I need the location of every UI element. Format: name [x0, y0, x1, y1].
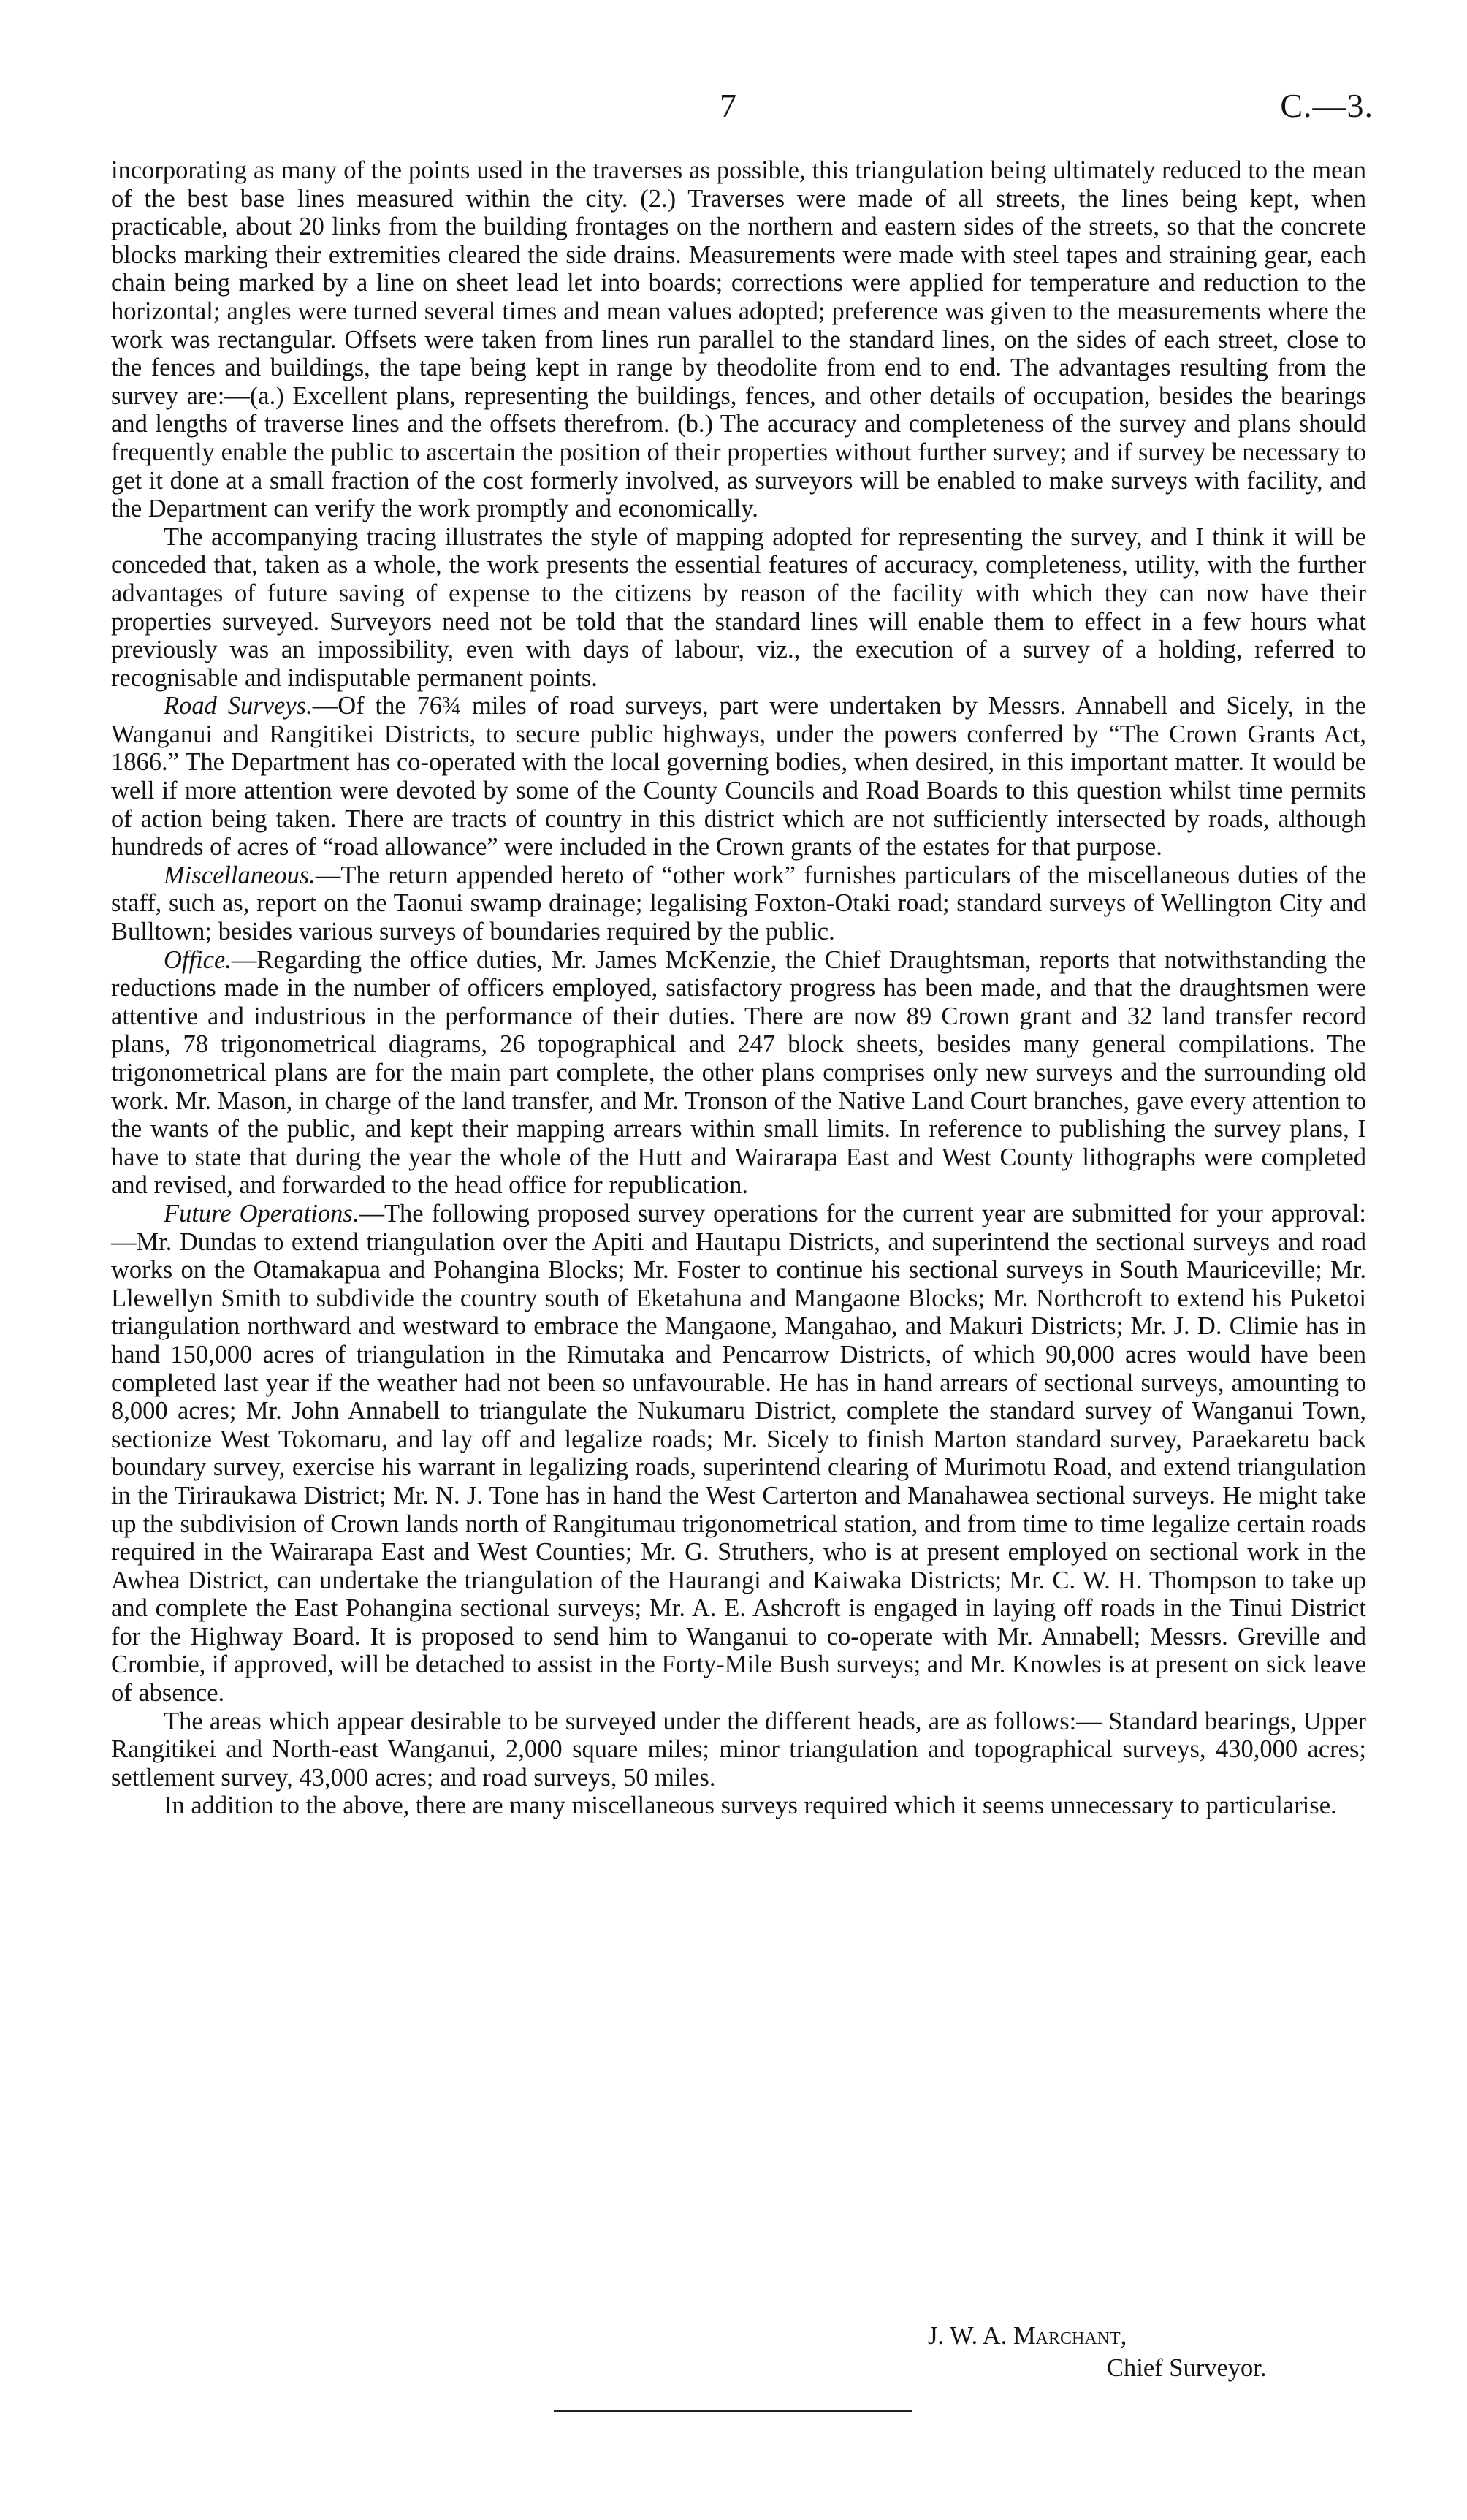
body-text — [111, 156, 1366, 1820]
closing-rule — [554, 2410, 912, 2412]
paragraph-text: —Of the 76¾ miles of road surveys, part were undertaken by Messrs. Annabell and Sicely, in the Wanganui and Rangitikei Districts, to secure public highways, under the powers conferred by “The Crown Grants Act, 1866.” The Department has co-operated with the local governing bodies, when desired, in this important matter. It would be well if more attention were devoted by some of the County Councils and Road Boards to this question whilst time permits of action being taken. There are tracts of country in this district which are not sufficiently intersected by roads, although hundreds of acres of “road allowance” were included in the Crown grants of the estates for that purpose. — [111, 692, 1366, 861]
paragraph-miscellaneous — [111, 861, 1366, 946]
signatory-name: J. W. A. Marchant, — [928, 2322, 1127, 2350]
paragraph-heading: Future Operations. — [164, 1199, 359, 1227]
signatory-title: Chief Surveyor. — [1107, 2354, 1267, 2382]
paragraph-future-operations — [111, 1200, 1366, 1708]
document-reference: C.—3. — [1280, 87, 1373, 124]
paragraph-road-surveys — [111, 692, 1366, 861]
paragraph-text: —The return appended hereto of “other work” furnishes particulars of the miscellaneous duties of the staff, such as, report on the Taonui swamp drainage; legalising Foxton-Otaki road; standard surveys of Wellington City and Bulltown; besides various surveys of boundaries required by the public. — [111, 861, 1366, 946]
paragraph-office — [111, 946, 1366, 1200]
paragraph-areas — [111, 1708, 1366, 1792]
paragraph-text: The accompanying tracing illustrates the style of mapping adopted for representing the survey, and I think it will be conceded that, taken as a whole, the work presents the essential features of accuracy, completeness, utility, with the further advantages of future saving of expense to the citizens by reason of the facility with which they can now have their properties surveyed. Surveyors need not be told that the standard lines will enable them to effect in a few hours what previously was an impossibility, even with days of labour, viz., the execution of a survey of a holding, referred to recognisable and indisputable permanent points. — [111, 522, 1366, 692]
paragraph-text: —The following proposed survey operations for the current year are submitted for your approval:—Mr. Dundas to extend triangulation over the Apiti and Hautapu Districts, and superintend the sectional surveys and road works on the Otamakapua and Pohangina Blocks; Mr. Foster to continue his sectional surveys in South Mauriceville; Mr. Llewellyn Smith to subdivide the country south of Eketahuna and Mangaone Blocks; Mr. Northcroft to extend his Puketoi triangulation northward and westward to embrace the Mangaone, Mangahao, and Makuri Districts; Mr. J. D. Climie has in hand 150,000 acres of triangulation in the Rimutaka and Pencarrow Districts, of which 90,000 acres would have been completed last year if the weather had not been so unfavourable. He has in hand arrears of sectional surveys, amounting to 8,000 acres; Mr. John Annabell to triangulate the Nukumaru District, complete the standard survey of Wanganui Town, sectionize West Tokomaru, and lay off and legalize roads; Mr. Sicely to finish Marton standard survey, Paraekaretu back boundary survey, exercise his warrant in legalizing roads, superintend clearing of Murimotu Road, and extend triangulation in the Tiriraukawa District; Mr. N. J. Tone has in hand the West Carterton and Manahawea sectional surveys. He might take up the subdivision of Crown lands north of Rangitumau trigonometrical station, and from time to time legalize certain roads required in the Wairarapa East and West Counties; Mr. G. Struthers, who is at present employed on sectional work in the Awhea District, can undertake the triangulation of the Haurangi and Kaiwaka Districts; Mr. C. W. H. Thompson to take up and complete the East Pohangina sectional surveys; Mr. A. E. Ashcroft is engaged in laying off roads in the Tinui District for the Highway Board. It is proposed to send him to Wanganui to co-operate with Mr. Annabell; Messrs. Greville and Crombie, if approved, will be detached to assist in the Forty-Mile Bush surveys; and Mr. Knowles is at present on sick leave of absence. — [111, 1199, 1366, 1708]
paragraph-heading: Office. — [164, 945, 232, 974]
page-number: 7 — [720, 87, 736, 124]
paragraph-text: In addition to the above, there are many miscellaneous surveys required which it seems unnecessary to particularise. — [164, 1792, 1337, 1820]
paragraph-addition — [111, 1792, 1366, 1820]
paragraph-tracing — [111, 523, 1366, 693]
paragraph-text: —Regarding the office duties, Mr. James McKenzie, the Chief Draughtsman, reports that notwithstanding the reductions made in the number of officers employed, satisfactory progress has been made, and that the draughtsmen were attentive and industrious in the performance of their duties. There are now 89 Crown grant and 32 land transfer record plans, 78 trigonometrical diagrams, 26 topographical and 247 block sheets, besides many general compilations. The trigonometrical plans are for the main part complete, the other plans comprises only new surveys and the surrounding old work. Mr. Mason, in charge of the land transfer, and Mr. Tronson of the Native Land Court branches, gave every attention to the wants of the public, and kept their mapping arrears within small limits. In reference to publishing the survey plans, I have to state that during the year the whole of the Hutt and Wairarapa East and West County lithographs were completed and revised, and forwarded to the head office for republication. — [111, 945, 1366, 1200]
paragraph-text: The areas which appear desirable to be surveyed under the different heads, are as follows:— Standard bearings, Upper Rangitikei and North-east Wanganui, 2,000 square miles; minor triangulation and topographical surveys, 430,000 acres; settlement survey, 43,000 acres; and road surveys, 50 miles. — [111, 1707, 1366, 1792]
paragraph-heading: Road Surveys. — [164, 692, 313, 720]
paragraph-heading: Miscellaneous. — [164, 861, 316, 889]
paragraph-continuation — [111, 156, 1366, 523]
page-header — [0, 86, 1467, 130]
paragraph-text: incorporating as many of the points used in the traverses as possible, this triangulation being ultimately reduced to the mean of the best base lines measured within the city. (2.) Traverses were made of all streets, the lines being kept, when practicable, about 20 links from the building frontages on the northern and eastern sides of the streets, so that the concrete blocks marking their extremities cleared the side drains. Measurements were made with steel tapes and straining gear, each chain being marked by a line on sheet lead let into boards; corrections were applied for temperature and reduction to the horizontal; angles were turned several times and mean values adopted; preference was given to the measurements where the work was rectangular. Offsets were taken from lines run parallel to the standard lines, on the sides of each street, close to the fences and buildings, the tape being kept in range by theodolite from end to end. The advantages resulting from the survey are:—(a.) Excellent plans, representing the buildings, fences, and other details of occupation, besides the bearings and lengths of traverse lines and the offsets therefrom. (b.) The accuracy and completeness of the survey and plans should frequently enable the public to ascertain the position of their properties without further survey; and if survey be necessary to get it done at a small fraction of the cost formerly involved, as surveyors will be enabled to make surveys with facility, and the Department can verify the work promptly and economically. — [111, 156, 1366, 523]
